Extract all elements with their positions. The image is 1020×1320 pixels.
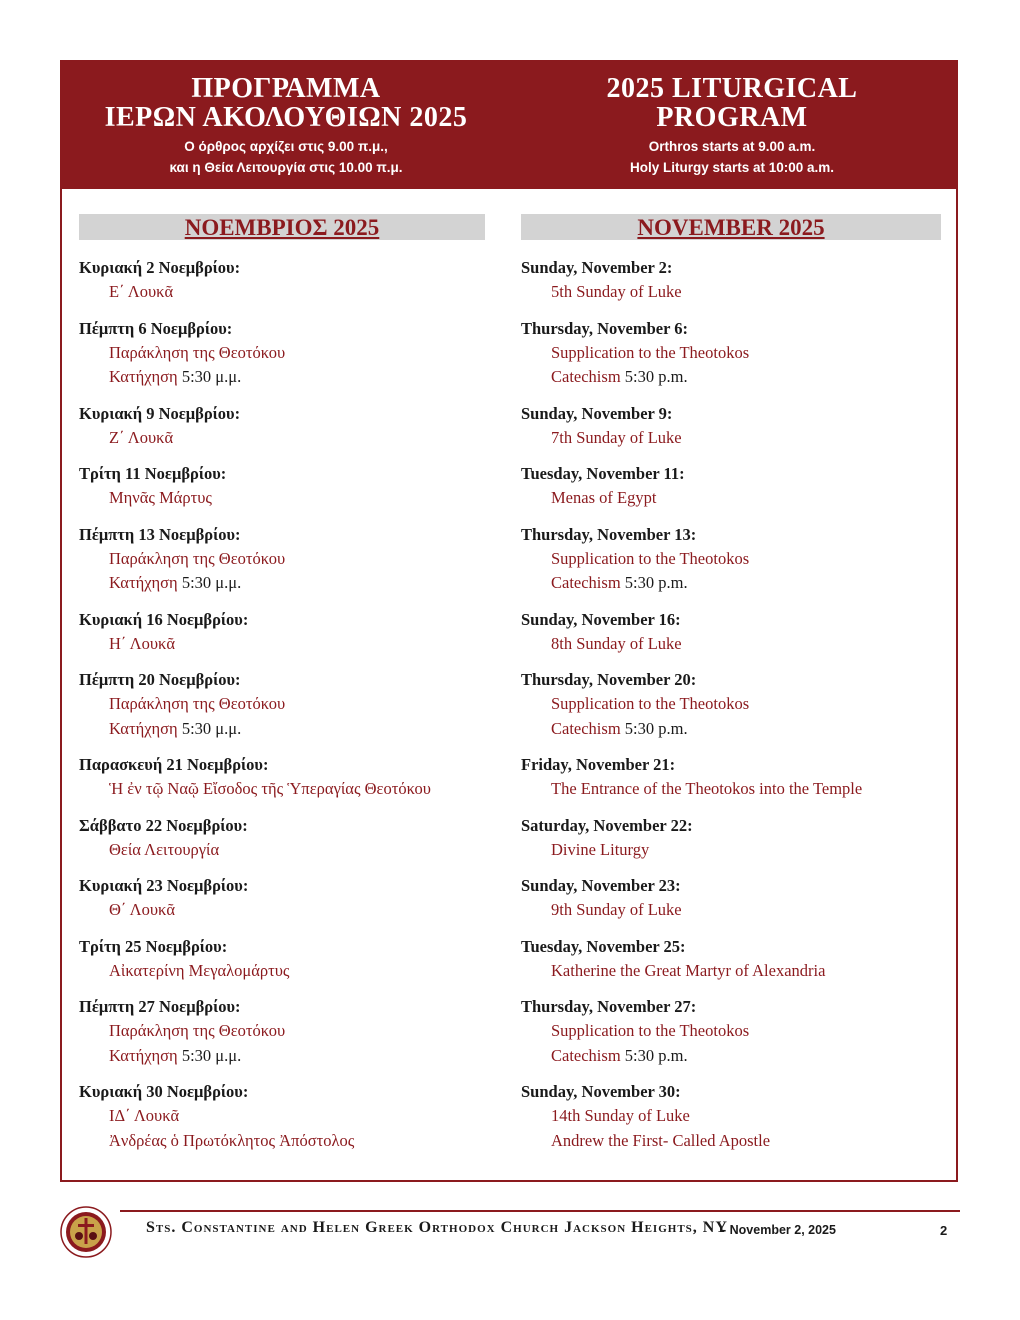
schedule-entry [79, 814, 485, 863]
greek-entry-list [79, 256, 485, 1153]
service-item [79, 838, 485, 863]
service-name: Θεία Λειτουργία [109, 839, 220, 859]
entry-date: Κυριακή 30 Νοεμβρίου: [79, 1082, 249, 1101]
greek-subtitle [76, 136, 496, 178]
english-title-line1: 2025 LITURGICAL [606, 73, 858, 104]
schedule-entry [79, 462, 485, 511]
entry-date: Πέμπτη 27 Νοεμβρίου: [79, 997, 241, 1016]
service-item [79, 486, 485, 511]
entry-date: Κυριακή 23 Νοεμβρίου: [79, 876, 249, 895]
service-name: 14th Sunday of Luke [551, 1106, 690, 1125]
service-name: Παράκληση της Θεοτόκου [109, 342, 286, 362]
service-item [79, 365, 485, 390]
schedule-entry [521, 523, 941, 596]
service-name: Παράκληση της Θεοτόκου [109, 548, 286, 568]
service-item [521, 365, 941, 390]
service-name: Catechism [551, 573, 621, 592]
service-time: 5:30 p.m. [620, 573, 688, 592]
entry-date: Thursday, November 27: [521, 997, 697, 1016]
english-entry-list [521, 256, 941, 1153]
entry-date: Thursday, November 13: [521, 524, 697, 544]
service-item [521, 1129, 941, 1154]
page-footer [58, 1180, 960, 1260]
entry-date: Sunday, November 30: [521, 1082, 681, 1101]
service-name: 9th Sunday of Luke [551, 900, 682, 919]
service-item [79, 1019, 485, 1044]
service-time: 5:30 μ.μ. [177, 573, 242, 592]
entry-date: Τρίτη 25 Νοεμβρίου: [79, 936, 228, 956]
entry-date: Thursday, November 20: [521, 670, 697, 689]
schedule-entry [521, 317, 941, 390]
entry-date: Sunday, November 16: [521, 609, 681, 629]
service-name: Ἀνδρέας ὁ Πρωτόκλητος Ἀπόστολος [109, 1130, 355, 1150]
service-name: Μηνᾶς Μάρτυς [109, 488, 212, 507]
service-name: Ἡ ἐν τῷ Ναῷ Εἴσοδος τῆς Ὑπεραγίας Θεοτόκου [109, 779, 431, 798]
service-time: 5:30 p.m. [620, 1045, 688, 1065]
greek-header [76, 74, 496, 178]
entry-date: Sunday, November 2: [521, 258, 673, 277]
english-orthros-time: Orthros starts at 9.00 a.m. [648, 139, 816, 154]
schedule-entry [521, 608, 941, 657]
entry-date: Saturday, November 22: [521, 815, 693, 835]
schedule-entry [521, 462, 941, 511]
service-name: 7th Sunday of Luke [551, 427, 682, 447]
service-time: 5:30 μ.μ. [177, 1045, 242, 1065]
schedule-entry [521, 402, 941, 451]
service-name: ΙΔ΄ Λουκᾶ [109, 1106, 180, 1125]
service-name: Katherine the Great Martyr of Alexandria [551, 960, 826, 980]
service-name: Catechism [551, 367, 621, 386]
service-time: 5:30 p.m. [620, 718, 688, 738]
service-name: Andrew the First- Called Apostle [551, 1130, 771, 1150]
service-item [79, 426, 485, 451]
service-name: Κατήχηση [109, 573, 178, 592]
schedule-entry [79, 1080, 485, 1153]
schedule-entry [79, 995, 485, 1068]
service-item [79, 341, 485, 366]
english-schedule [521, 214, 941, 1165]
service-item [521, 280, 941, 305]
schedule-entry [79, 402, 485, 451]
service-name: Supplication to the Theotokos [551, 1021, 750, 1040]
service-item [521, 1044, 941, 1069]
english-subtitle [512, 136, 952, 178]
service-item [521, 777, 941, 802]
service-name: Κατήχηση [109, 1045, 178, 1065]
service-item [79, 1104, 485, 1129]
service-name: Κατήχηση [109, 367, 178, 386]
entry-date: Κυριακή 2 Νοεμβρίου: [79, 258, 241, 277]
service-item [521, 632, 941, 657]
service-name: Supplication to the Theotokos [551, 342, 750, 362]
service-name: Catechism [551, 1045, 621, 1065]
church-seal-icon [60, 1206, 112, 1258]
service-name: Supplication to the Theotokos [551, 694, 750, 713]
page-number: 2 [940, 1223, 948, 1238]
entry-date: Tuesday, November 25: [521, 936, 686, 956]
entry-date: Πέμπτη 20 Νοεμβρίου: [79, 670, 241, 689]
greek-liturgy-time: και η Θεία Λειτουργία στις 10.00 π.μ. [169, 160, 403, 175]
schedule-entry [79, 256, 485, 305]
service-name: Catechism [551, 718, 621, 738]
service-name: 5th Sunday of Luke [551, 282, 682, 301]
service-item [79, 1044, 485, 1069]
service-name: Αἰκατερίνη Μεγαλομάρτυς [109, 960, 290, 980]
schedule-entry [521, 1080, 941, 1153]
service-item [79, 1129, 485, 1154]
service-item [521, 717, 941, 742]
service-name: The Entrance of the Theotokos into the Temple [551, 779, 863, 798]
greek-schedule [79, 214, 485, 1165]
entry-date: Πέμπτη 13 Νοεμβρίου: [79, 524, 241, 544]
greek-month-heading: ΝΟΕΜΒΡΙΟΣ 2025 [79, 214, 485, 240]
schedule-entry [79, 753, 485, 802]
footer-divider [120, 1210, 960, 1212]
service-name: Supplication to the Theotokos [551, 548, 750, 568]
entry-date: Τρίτη 11 Νοεμβρίου: [79, 464, 227, 483]
service-item [521, 692, 941, 717]
service-item [521, 486, 941, 511]
service-item [521, 1104, 941, 1129]
service-item [79, 777, 485, 802]
schedule-entry [521, 995, 941, 1068]
service-item [79, 547, 485, 572]
service-item [79, 632, 485, 657]
service-item [521, 838, 941, 863]
schedule-entry [79, 874, 485, 923]
english-liturgy-time: Holy Liturgy starts at 10:00 a.m. [629, 160, 835, 175]
entry-date: Tuesday, November 11: [521, 464, 685, 483]
english-title-line2: PROGRAM [656, 102, 808, 133]
greek-orthros-time: Ο όρθρος αρχίζει στις 9.00 π.μ., [184, 139, 388, 154]
greek-title-line1: ΠΡΟΓΡΑΜΜΑ [191, 73, 381, 104]
service-item [79, 280, 485, 305]
service-name: Η΄ Λουκᾶ [109, 633, 175, 653]
header-banner [62, 62, 956, 189]
service-item [79, 898, 485, 923]
schedule-entry [521, 935, 941, 984]
service-name: Παράκληση της Θεοτόκου [109, 694, 286, 713]
service-name: Ε΄ Λουκᾶ [109, 282, 174, 301]
service-name: 8th Sunday of Luke [551, 633, 682, 653]
entry-date: Sunday, November 9: [521, 403, 673, 423]
service-name: Menas of Egypt [551, 488, 657, 507]
schedule-entry [521, 753, 941, 802]
service-item [521, 547, 941, 572]
bulletin-date: - November 2, 2025 [722, 1223, 836, 1237]
service-time: 5:30 μ.μ. [177, 718, 242, 738]
service-item [521, 898, 941, 923]
greek-title-line2: ΙΕΡΩΝ ΑΚΟΛΟΥΘΙΩΝ 2025 [104, 102, 468, 133]
entry-date: Thursday, November 6: [521, 318, 688, 338]
service-name: Κατήχηση [109, 718, 178, 738]
schedule-entry [79, 935, 485, 984]
english-month-heading: NOVEMBER 2025 [521, 214, 941, 240]
entry-date: Κυριακή 16 Νοεμβρίου: [79, 609, 249, 629]
schedule-entry [521, 814, 941, 863]
service-item [79, 717, 485, 742]
service-name: Ζ΄ Λουκᾶ [109, 427, 174, 447]
entry-date: Friday, November 21: [521, 755, 676, 774]
entry-date: Σάββατο 22 Νοεμβρίου: [79, 815, 248, 835]
entry-date: Κυριακή 9 Νοεμβρίου: [79, 403, 241, 423]
service-item [79, 959, 485, 984]
service-name: Θ΄ Λουκᾶ [109, 900, 175, 919]
service-item [521, 341, 941, 366]
service-item [521, 571, 941, 596]
service-item [521, 1019, 941, 1044]
schedule-entry [79, 523, 485, 596]
service-time: 5:30 p.m. [620, 367, 688, 386]
service-item [79, 571, 485, 596]
church-name: Sts. Constantine and Helen Greek Orthodox Church Jackson Heights, NY [146, 1219, 728, 1236]
schedule-entry [521, 668, 941, 741]
service-time: 5:30 μ.μ. [177, 367, 242, 386]
schedule-entry [521, 874, 941, 923]
service-item [521, 426, 941, 451]
entry-date: Πέμπτη 6 Νοεμβρίου: [79, 318, 233, 338]
service-item [521, 959, 941, 984]
schedule-entry [79, 317, 485, 390]
english-header [512, 74, 952, 178]
schedule-entry [79, 668, 485, 741]
schedule-entry [521, 256, 941, 305]
service-name: Divine Liturgy [551, 839, 650, 859]
program-frame [60, 60, 958, 1182]
entry-date: Sunday, November 23: [521, 876, 681, 895]
schedule-entry [79, 608, 485, 657]
entry-date: Παρασκευή 21 Νοεμβρίου: [79, 755, 269, 774]
service-name: Παράκληση της Θεοτόκου [109, 1021, 286, 1040]
service-item [79, 692, 485, 717]
